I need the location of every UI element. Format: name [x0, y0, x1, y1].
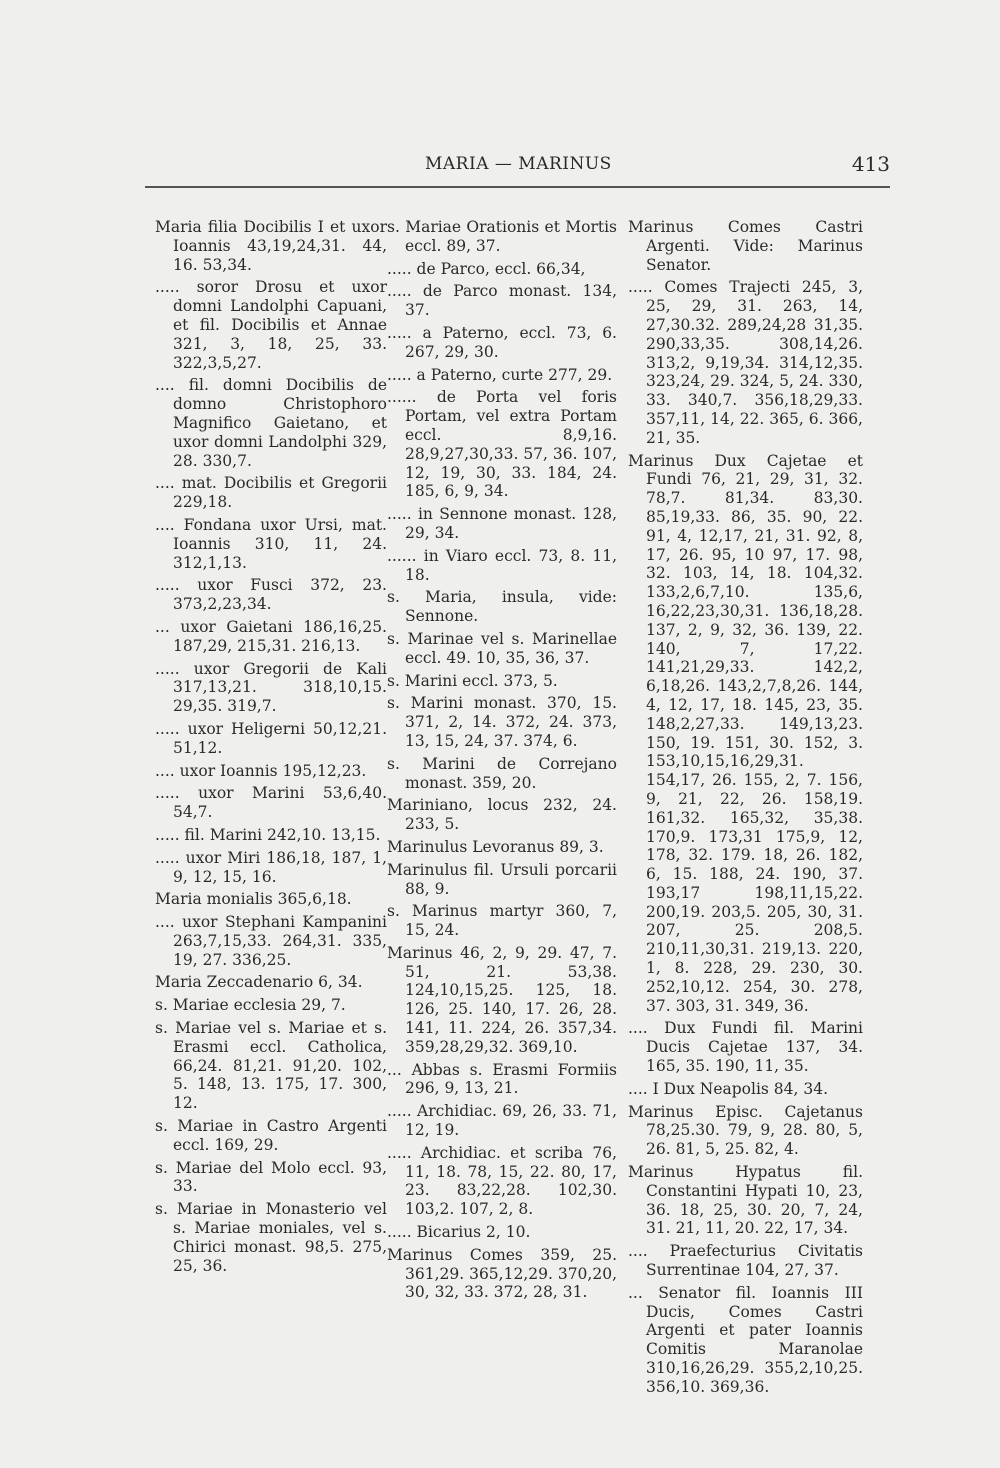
index-entry: .... Fondana uxor Ursi, mat. Ioannis 310, 11, 24. 312,1,13.	[155, 515, 387, 572]
index-entry: s. Marinae vel s. Marinellae eccl. 49. 10, 35, 36, 37.	[387, 629, 617, 667]
index-entry: .... I Dux Neapolis 84, 34.	[628, 1079, 829, 1098]
index-entry: ... uxor Gaietani 186,16,25. 187,29, 215,31. 216,13.	[155, 617, 387, 655]
index-entry: Marinus Comes Castri Argenti. Vide: Marinus Senator.	[628, 218, 863, 274]
index-entry: ..... soror Drosu et uxor domni Landolphi Capuani, et fil. Docibilis et Annae 321, 3, 18, 25, 33. 322,3,5,27.	[155, 278, 387, 372]
index-entry: Marinus Dux Cajetae et Fundi 76, 21, 29, 31, 32. 78,7. 81,34. 83,30. 85,19,33. 86, 35. 90, 22. 91, 4, 12,17, 21, 31. 92, 8, 17, 26. 95, 10 97, 17. 98, 32. 103, 14, 18. 104,32. 133,2,6,7,10. 135,6, 16,22,23,30,31. 136,18,28. 137, 2, 9, 32, 36. 139, 22. 140, 7, 17,22. 141,21,29,33. 142,2, 6,18,26. 143,2,7,8,26. 144, 4, 12, 17, 18. 145, 23, 35. 148,2,27,33. 149,13,23. 150, 19. 151, 30. 152, 3. 153,10,15,16,29,31. 154,17, 26. 155, 2, 7. 156, 9, 21, 22, 26. 158,19. 161,32. 165,32, 35,38. 170,9. 173,31 175,9, 12, 178, 32. 179. 18, 26. 182, 6, 15. 188, 24. 190, 37. 193,17 198,11,15,22. 200,19. 203,5. 205, 30, 31. 207, 25. 208,5. 210,11,30,31. 219,13. 220, 1, 8. 228, 29. 230, 30. 252,10,12. 254, 30. 278, 37. 303, 31. 349, 36.	[628, 451, 863, 1015]
index-entry: ..... uxor Heligerni 50,12,21. 51,12.	[155, 719, 387, 757]
index-entry: .... Dux Fundi fil. Marini Ducis Cajetae 137, 34. 165, 35. 190, 11, 35.	[628, 1019, 863, 1076]
index-entry: ..... uxor Miri 186,18, 187, 1, 9, 12, 15, 16.	[155, 848, 387, 886]
index-entry: ..... uxor Marini 53,6,40. 54,7.	[155, 784, 387, 822]
index-entry: ..... de Parco, eccl. 66,34,	[387, 259, 586, 278]
index-entry: Marinulus Levoranus 89, 3.	[387, 837, 604, 856]
index-entry: Marinus 46, 2, 9, 29. 47, 7. 51, 21. 53,38. 124,10,15,25. 125, 18. 126, 25. 140, 17. 26, 28. 141, 11. 224, 26. 357,34. 359,28,29,32. 369,10.	[387, 943, 617, 1056]
index-entry: Marinus Episc. Cajetanus 78,25.30. 79, 9, 28. 80, 5, 26. 81, 5, 25. 82, 4.	[628, 1102, 863, 1159]
index-entry: ..... uxor Fusci 372, 23. 373,2,23,34.	[155, 576, 387, 614]
index-entry: ..... a Paterno, curte 277, 29.	[387, 365, 613, 384]
page-header	[145, 152, 890, 182]
index-entry: .... fil. domni Docibilis de domno Christophoro Magnifico Gaietano, et uxor domni Landolphi 329, 28. 330,7.	[155, 376, 387, 470]
index-entry: .... uxor Ioannis 195,12,23.	[155, 761, 367, 780]
index-column-2	[387, 218, 617, 1306]
page-number: 413	[851, 152, 890, 176]
index-entry: s. Mariae del Molo eccl. 93, 33.	[155, 1158, 387, 1196]
index-entry: s. Mariae vel s. Mariae et s. Erasmi eccl. Catholica, 66,24. 81,21. 91,20. 102, 5. 148, 13. 175, 17. 300, 12.	[155, 1019, 387, 1113]
index-entry: ..... Bicarius 2, 10.	[387, 1223, 531, 1242]
index-entry: .... uxor Stephani Kampanini 263,7,15,33. 264,31. 335, 19, 27. 336,25.	[155, 913, 387, 969]
index-entry: s. Marinus martyr 360, 7, 15, 24.	[387, 902, 617, 940]
index-entry: Marinulus fil. Ursuli porcarii 88, 9.	[387, 860, 617, 898]
index-entry: s. Marini monast. 370, 15. 371, 2, 14. 372, 24. 373, 13, 15, 24, 37. 374, 6.	[387, 694, 617, 750]
index-entry: s. Mariae ecclesia 29, 7.	[155, 996, 346, 1015]
index-entry: ..... fil. Marini 242,10. 13,15.	[155, 825, 381, 844]
index-entry: ..... Archidiac. 69, 26, 33. 71, 12, 19.	[387, 1102, 617, 1140]
index-entry: Mariniano, locus 232, 24. 233, 5.	[387, 796, 617, 834]
index-entry: Maria Zeccadenario 6, 34.	[155, 973, 363, 992]
index-entry: ..... Archidiac. et scriba 76, 11, 18. 78, 15, 22. 80, 17, 23. 83,22,28. 102,30. 103,2. 107, 2, 8.	[387, 1143, 617, 1219]
index-entry: s. Mariae Orationis et Mortis eccl. 89, 37.	[387, 218, 617, 255]
index-entry: Marinus Comes 359, 25. 361,29. 365,12,29. 370,20, 30, 32, 33. 372, 28, 31.	[387, 1245, 617, 1302]
index-entry: ... Abbas s. Erasmi Formiis 296, 9, 13, 21.	[387, 1060, 617, 1098]
index-entry: ...... in Viaro eccl. 73, 8. 11, 18.	[387, 546, 617, 584]
index-entry: .... Praefecturius Civitatis Surrentinae 104, 27, 37.	[628, 1242, 863, 1280]
index-column-1	[155, 218, 387, 1279]
index-entry: ..... Comes Trajecti 245, 3, 25, 29, 31. 263, 14, 27,30.32. 289,24,28 31,35. 290,33,35. 308,14,26. 313,2, 9,19,34. 314,12,35. 323,24, 29. 324, 5, 24. 330, 33. 340,7. 356,18,29,33. 357,11, 14, 22. 365, 6. 366, 21, 35.	[628, 278, 863, 447]
index-entry: ..... in Sennone monast. 128, 29, 34.	[387, 505, 617, 542]
index-entry: s. Mariae in Castro Argenti eccl. 169, 29.	[155, 1117, 387, 1154]
index-entry: ..... de Parco monast. 134, 37.	[387, 282, 617, 320]
index-entry: ... Senator fil. Ioannis III Ducis, Comes Castri Argenti et pater Ioannis Comitis Maranolae 310,16,26,29. 355,2,10,25. 356,10. 369,36.	[628, 1283, 863, 1396]
index-column-3	[628, 218, 863, 1401]
index-entry: ..... a Paterno, eccl. 73, 6. 267, 29, 30.	[387, 323, 617, 361]
running-title: MARIA — MARINUS	[425, 154, 612, 174]
index-entry: Maria filia Docibilis I et uxor Ioannis 43,19,24,31. 44, 16. 53,34.	[155, 218, 387, 274]
index-entry: ..... uxor Gregorii de Kali 317,13,21. 318,10,15. 29,35. 319,7.	[155, 659, 387, 716]
index-entry: ...... de Porta vel foris Portam, vel extra Portam eccl. 8,9,16. 28,9,27,30,33. 57, 36. 107, 12, 19, 30, 33. 184, 24. 185, 6, 9, 34.	[387, 388, 617, 501]
index-entry: .... mat. Docibilis et Gregorii 229,18.	[155, 474, 387, 512]
index-entry: s. Marini de Correjano monast. 359, 20.	[387, 754, 617, 792]
index-entry: s. Marini eccl. 373, 5.	[387, 671, 558, 690]
header-rule	[145, 186, 890, 188]
index-entry: s. Mariae in Monasterio vel s. Mariae moniales, vel s. Chirici monast. 98,5. 275, 25, 36.	[155, 1200, 387, 1275]
index-entry: s. Maria, insula, vide: Sennone.	[387, 588, 617, 626]
index-entry: Marinus Hypatus fil. Constantini Hypati 10, 23, 36. 18, 25, 30. 20, 7, 24, 31. 21, 11, 20. 22, 17, 34.	[628, 1163, 863, 1238]
index-entry: Maria monialis 365,6,18.	[155, 890, 352, 909]
